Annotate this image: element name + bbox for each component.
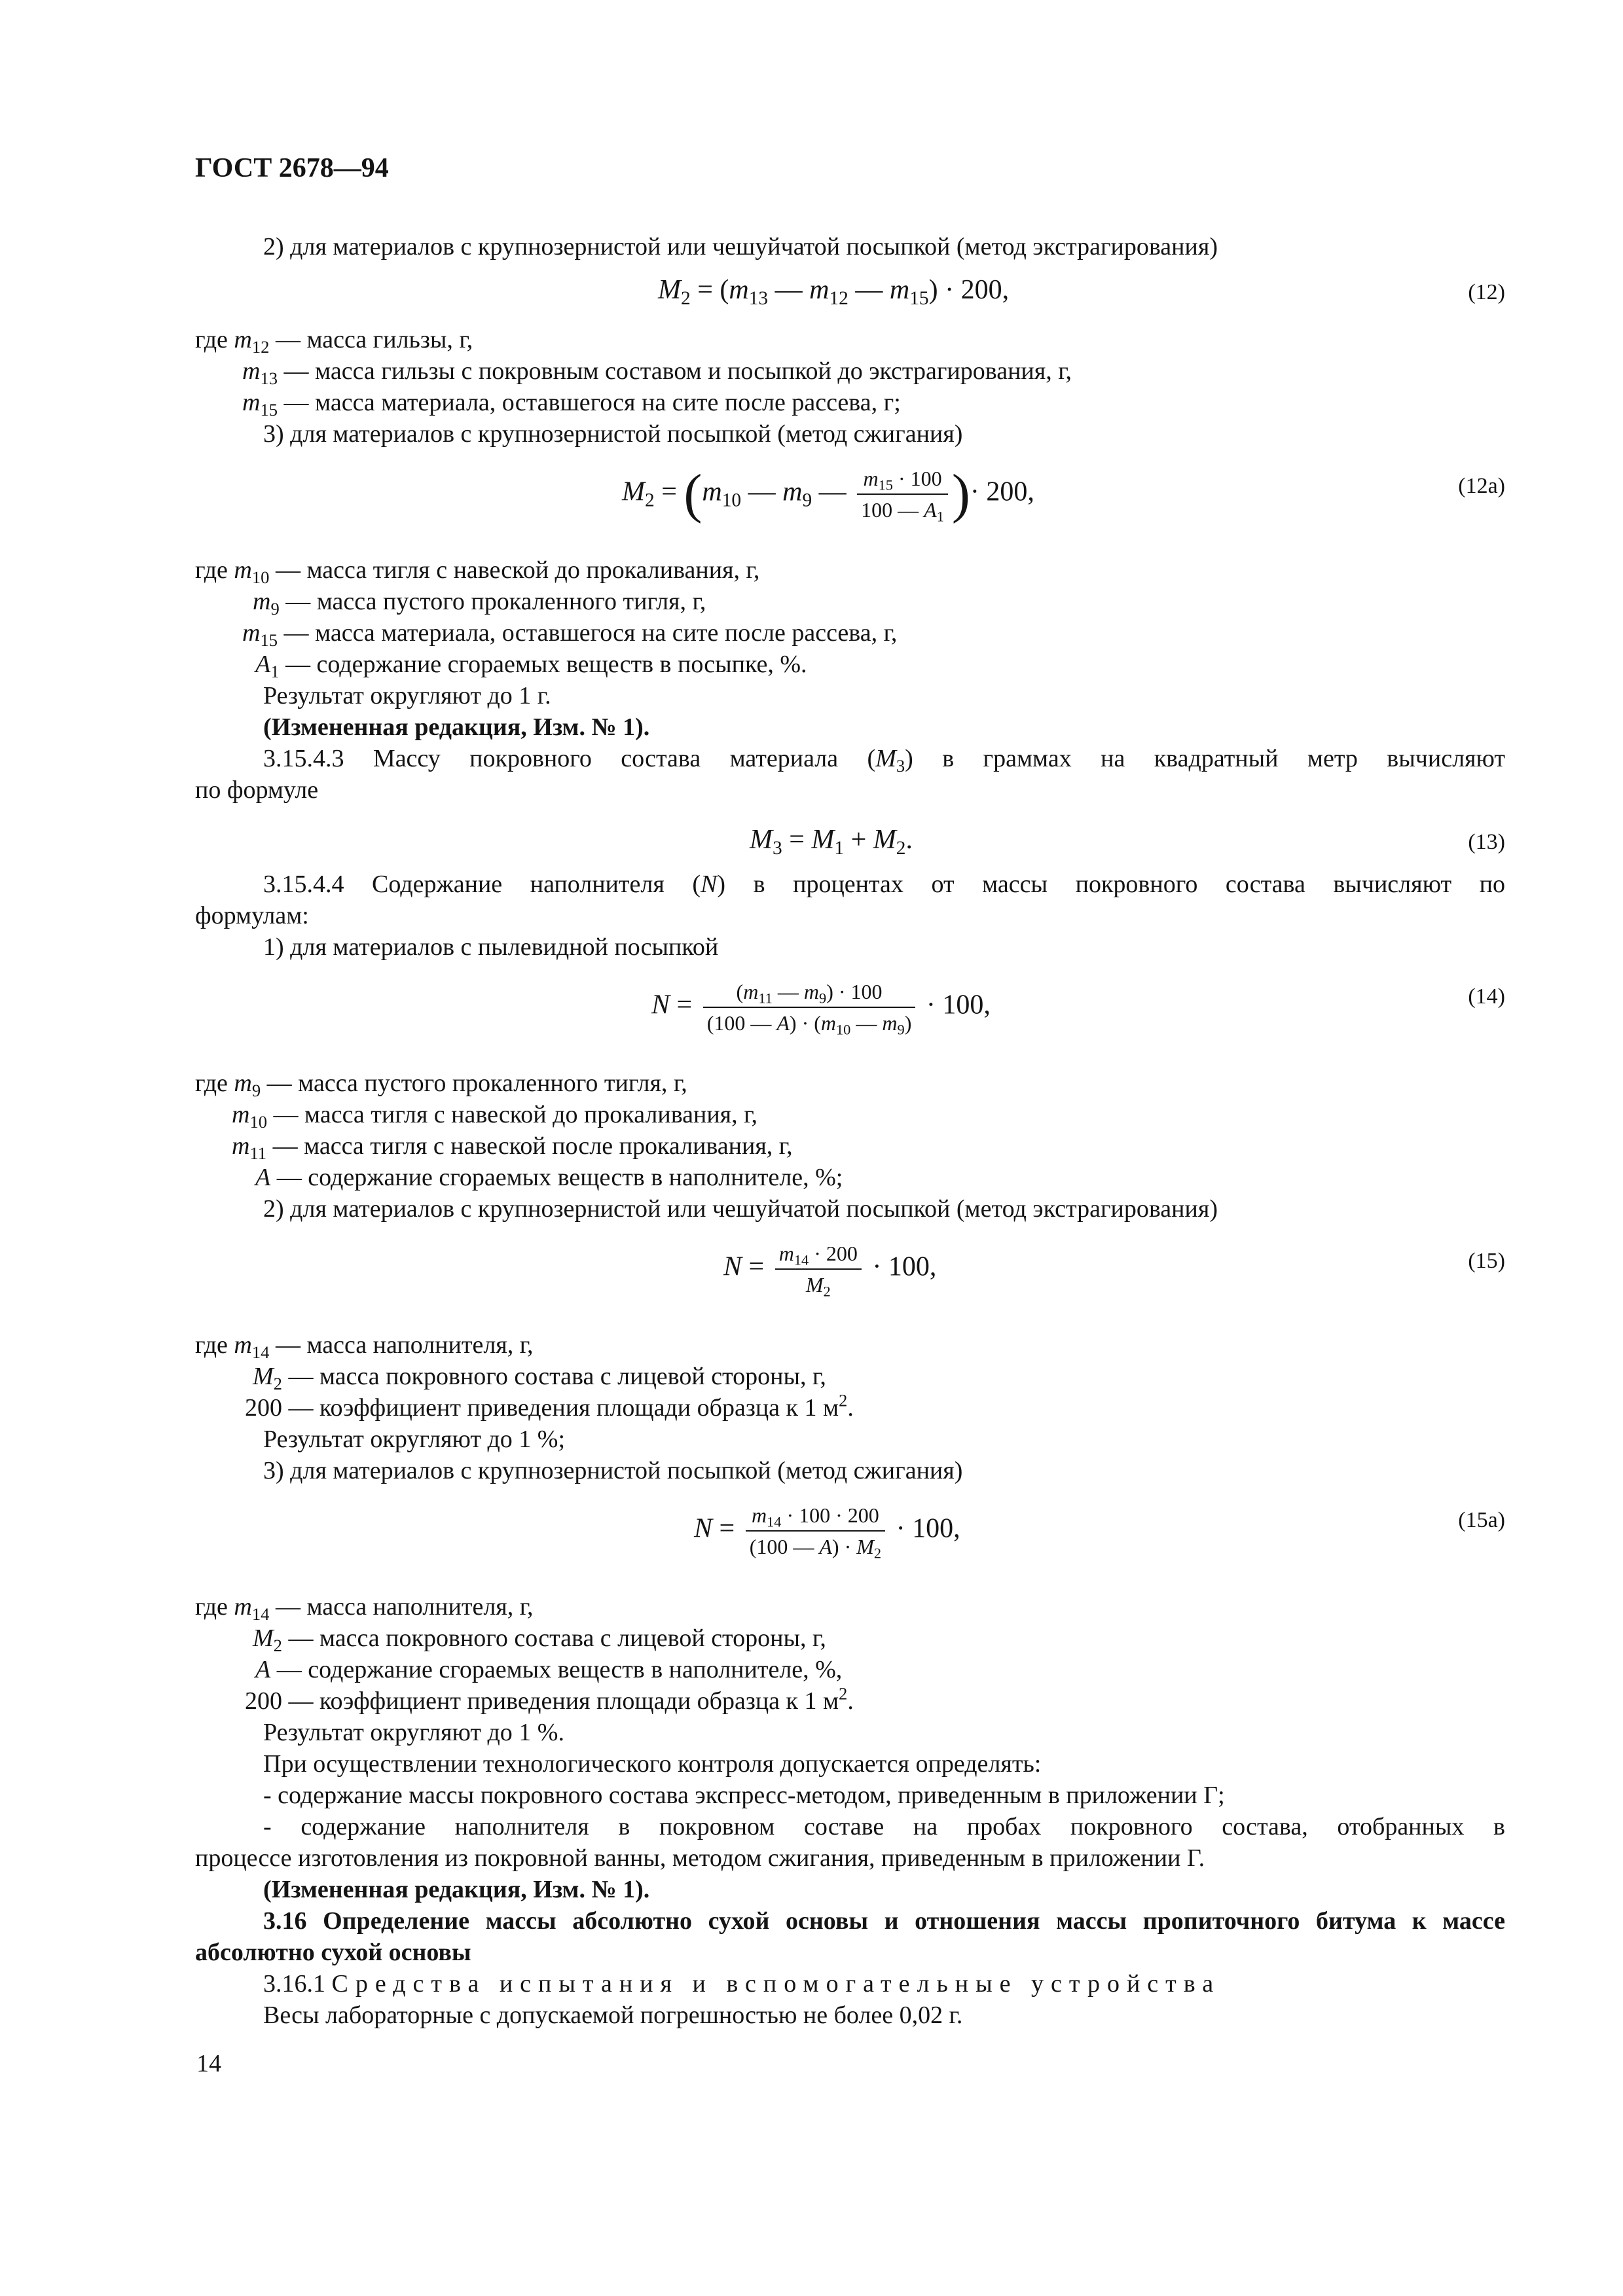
definition-line: A — содержание сгораемых веществ в наполнителе, %;: [255, 1164, 843, 1191]
list-item: - содержание наполнителя в покровном составе на пробах покровного состава, отобранных в: [263, 1813, 1505, 1840]
formula-number-12: (12): [1468, 280, 1505, 304]
paragraph-line: 2) для материалов с крупнозернистой или чешуйчатой посыпкой (метод экстрагирования): [263, 1195, 1218, 1223]
paragraph-line: 3.15.4.4 Содержание наполнителя (N) в процентах от массы покровного состава вычисляют по: [263, 870, 1505, 898]
formula-12: $M_2 = (m_{13}$ — $m_{12}$ — $m_{15}) \cdot 200$,: [658, 275, 1010, 309]
formula-13: $M_3 = M_1 + M_2$.: [750, 825, 913, 859]
document-code: ГОСТ 2678—94: [195, 153, 389, 183]
section-heading: абсолютно сухой основы: [195, 1939, 471, 1966]
section-heading: 3.16 Определение массы абсолютно сухой основы и отношения массы пропиточного битума к массе: [263, 1907, 1505, 1935]
paragraph-line: 3) для материалов с крупнозернистой посыпкой (метод сжигания): [263, 420, 963, 448]
paragraph-line: формулам:: [195, 902, 309, 929]
paragraph-line: 1) для материалов с пылевидной посыпкой: [263, 933, 719, 961]
paragraph-line: по формуле: [195, 776, 319, 804]
amendment-note: (Измененная редакция, Изм. № 1).: [263, 1876, 650, 1903]
spaced-heading-text: Средства испытания и вспомогательные устройства: [331, 1970, 1221, 1998]
definition-line: где $m_{12}$ — масса гильзы, г,: [195, 326, 473, 357]
definition-line: $m_{10}$ — масса тигля с навеской до прокаливания, г,: [232, 1101, 757, 1132]
definition-line: 200 — коэффициент приведения площади образца к 1 $м^2$.: [245, 1683, 854, 1715]
paragraph-line: 2) для материалов с крупнозернистой или чешуйчатой посыпкой (метод экстрагирования): [263, 233, 1218, 260]
subsection-heading: 3.16.1 Средства испытания и вспомогательные устройства: [263, 1970, 1221, 1998]
definition-line: $m_{11}$ — масса тигля с навеской после прокаливания, г,: [232, 1132, 793, 1163]
definition-line: $A_1$ — содержание сгораемых веществ в посыпке, %.: [255, 651, 807, 681]
definition-line: A — содержание сгораемых веществ в наполнителе, %,: [255, 1656, 843, 1683]
list-item: - содержание массы покровного состава экспресс-методом, приведенным в приложении Г;: [263, 1782, 1225, 1809]
definition-line: $M_2$ — масса покровного состава с лицевой стороны, г,: [253, 1624, 826, 1655]
paragraph-line: 3.15.4.3 Массу покровного состава материала $(M_3)$ в граммах на квадратный метр вычисляют: [263, 745, 1506, 776]
formula-number-12a: (12а): [1458, 474, 1505, 498]
paragraph-line: Весы лабораторные с допускаемой погрешностью не более 0,02 г.: [263, 2001, 963, 2029]
paragraph-line: 3) для материалов с крупнозернистой посыпкой (метод сжигания): [263, 1457, 963, 1484]
paragraph-line: Результат округляют до 1 %.: [263, 1719, 564, 1746]
formula-number-14: (14): [1468, 984, 1505, 1009]
definition-line: 200 — коэффициент приведения площади образца к 1 $м^2$.: [245, 1390, 854, 1422]
definition-line: $m_{15}$ — масса материала, оставшегося на сите после рассева, г,: [242, 619, 898, 650]
definition-line: $M_2$ — масса покровного состава с лицевой стороны, г,: [253, 1363, 826, 1393]
formula-12a: $M_2 = (m_{10}$ — $m_9$ — $\frac{m_{15} \cdot 100}{100 — A_1}$ )· 200,: [622, 463, 1034, 525]
definition-line: $m_9$ — масса пустого прокаленного тигля, г,: [253, 588, 706, 619]
amendment-note: (Измененная редакция, Изм. № 1).: [263, 713, 650, 741]
definition-line: где $m_{10}$ — масса тигля с навеской до прокаливания, г,: [195, 556, 760, 587]
definition-line: $m_{13}$ — масса гильзы с покровным составом и посыпкой до экстрагирования, г,: [242, 357, 1072, 388]
formula-number-15: (15): [1468, 1249, 1505, 1273]
paragraph-line: Результат округляют до 1 г.: [263, 682, 551, 709]
formula-14: N = $\frac{(m_{11} — m_9) \cdot 100}{(100 — A) \cdot (m_{10} — m_9)}$ · 100,: [651, 980, 991, 1038]
formula-number-13: (13): [1468, 830, 1505, 854]
definition-line: $m_{15}$ — масса материала, оставшегося на сите после рассева, г;: [242, 389, 901, 420]
definition-line: где $m_{14}$ — масса наполнителя, г,: [195, 1331, 534, 1362]
formula-15a: N = $\frac{m_{14} \cdot 100 \cdot 200}{(100 — A) \cdot M_2}$ · 100,: [694, 1503, 960, 1562]
paragraph-line: При осуществлении технологического контроля допускается определять:: [263, 1750, 1042, 1778]
page-number: 14: [196, 2050, 221, 2077]
formula-number-15a: (15а): [1458, 1508, 1505, 1532]
definition-line: где $m_{14}$ — масса наполнителя, г,: [195, 1593, 534, 1624]
list-item: процессе изготовления из покровной ванны, методом сжигания, приведенным в приложении Г.: [195, 1844, 1205, 1872]
definition-line: где $m_9$ — масса пустого прокаленного тигля, г,: [195, 1069, 687, 1100]
formula-15: N = $\frac{m_{14} \cdot 200}{M_2}$ · 100,: [723, 1242, 937, 1300]
paragraph-line: Результат округляют до 1 %;: [263, 1426, 566, 1453]
